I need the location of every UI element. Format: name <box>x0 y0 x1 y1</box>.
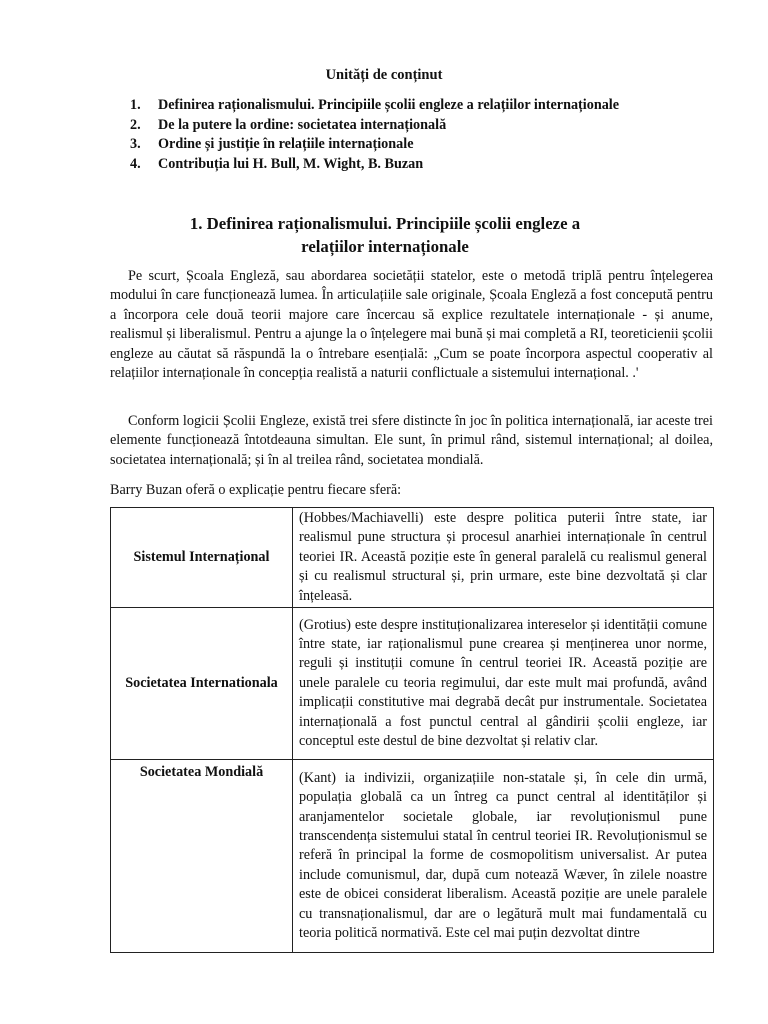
contents-list <box>130 96 619 174</box>
paragraph-three-spheres: Conform logicii Școlii Engleze, există trei sfere distincte în joc în politica internațională, iar aceste trei elemente funcționează întotdeauna simultan. Ele sunt, în primul rând, sistemul internațional; al doilea, societatea internațională; și în al treilea rând, societatea mondială. <box>110 413 713 468</box>
contents-item-text: Contribuția lui H. Bull, M. Wight, B. Buzan <box>158 155 424 172</box>
contents-item-text: Ordine și justiție în relațiile internaționale <box>158 136 414 152</box>
contents-item <box>130 155 619 175</box>
sphere-label: Societatea Mondială <box>111 760 293 953</box>
contents-item-number: 2. <box>130 116 141 133</box>
sphere-label: Sistemul Internațional <box>111 508 293 608</box>
contents-item-text: De la putere la ordine: societatea internațională <box>158 116 447 133</box>
contents-item-number: 1. <box>130 97 141 113</box>
section-heading: 1. Definirea raționalismului. Principiile școlii engleze a relațiilor internaționale <box>189 214 581 256</box>
contents-item-number: 3. <box>130 136 141 152</box>
paragraph-buzan: Barry Buzan oferă o explicație pentru fiecare sferă: <box>110 482 402 498</box>
sphere-description: (Hobbes/Machiavelli) este despre politica puterii între state, iar realismul pune structura și procesul anarhiei internaționale în centrul teoriei IR. Această poziție este în general paralelă cu realismul general și cu realismul structural și, prin urmare, este bine dezvoltată și clar înțeleasă. <box>293 508 714 608</box>
table-row <box>111 508 714 608</box>
contents-item <box>130 116 619 136</box>
paragraph-intro: Pe scurt, Școala Engleză, sau abordarea societății statelor, este o metodă triplă pentru înțelegerea modului în care funcționează lumea. În articulațiile sale originale, Școala Engleză a fost concepută pentru a încorpora cele două teorii majore care încercau să explice rezultatele internaționale - și anume, realismul și liberalismul. Pentru a ajunge la o înțelegere mai bună și mai completă a RI, teoreticienii școlii engleze au căutat să răspundă la o întrebare esențială: „Cum se poate încorpora aspectul cooperativ al relațiilor internaționale în concepția realistă a naturii conflictuale a sistemului internațional. .' <box>110 268 713 382</box>
page-title: Unități de conținut <box>325 67 443 83</box>
sphere-description: (Kant) ia indivizii, organizațiile non-statale și, în cele din urmă, populația globală ca un întreg ca punct central al identităților și aranjamentelor societale globale, iar revoluționismul pune transcendența sistemului statal în centrul teoriei IR. Revoluționismul se referă în principal la forme de cosmopolitism universalist. Ar putea include comunismul, dar, după cum notează Wæver, în zilele noastre este de obicei considerat liberalism. Această poziție are unele paralele cu transnaționalismul, dar are o legătură mult mai fundamentală cu teoria politică normativă. Este cel mai puțin dezvoltat dintre <box>293 760 714 953</box>
sphere-label: Societatea Internationala <box>111 608 293 760</box>
sphere-description: (Grotius) este despre instituționalizarea intereselor și identității comune între state, iar raționalismul pune crearea și menținerea unor norme, reguli și instituții comune în centrul teoriei IR. Această poziție are unele paralele cu teoria regimului, dar este mult mai profundă, având implicații constitutive mai degrabă decât pur instrumentale. Societatea internațională a fost punctul central al gândirii școlii engleze, iar conceptul este destul de bine dezvoltat și relativ clar. <box>293 608 714 760</box>
table-row <box>111 760 714 953</box>
contents-item-text: Definirea raționalismului. Principiile școlii engleze a relațiilor internaționale <box>158 97 620 113</box>
contents-item <box>130 96 619 116</box>
spheres-table <box>110 507 714 953</box>
table-row <box>111 608 714 760</box>
contents-item-number: 4. <box>130 155 141 172</box>
contents-item <box>130 135 619 155</box>
